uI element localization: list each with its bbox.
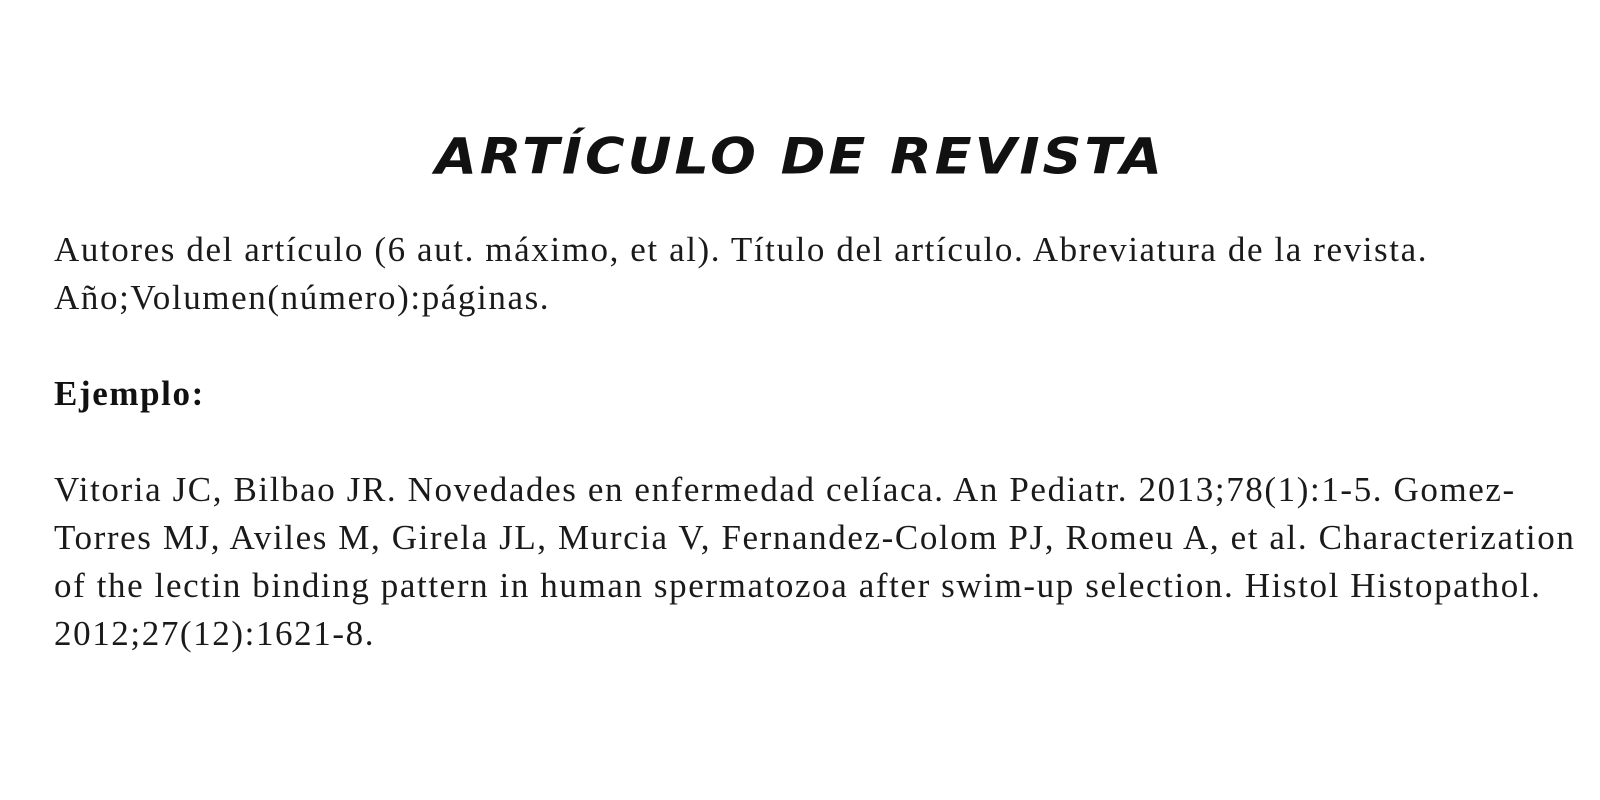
citation-format-text: Autores del artículo (6 aut. máximo, et al). Título del artículo. Abreviatura de la revista. Año;Volumen(número):páginas. (54, 230, 1429, 317)
example-citation-text: Vitoria JC, Bilbao JR. Novedades en enfermedad celíaca. An Pediatr. 2013;78(1):1-5. Gomez-Torres MJ, Aviles M, Girela JL, Murcia V, Fernandez-Colom PJ, Romeu A, et al. Characterization of the lectin binding pattern in human spermatozoa after swim-up selection. Histol Histopathol. 2012;27(12):1621-8. (54, 470, 1576, 653)
page-title: ARTÍCULO DE REVISTA (435, 127, 1165, 186)
example-label: Ejemplo: (54, 374, 205, 413)
